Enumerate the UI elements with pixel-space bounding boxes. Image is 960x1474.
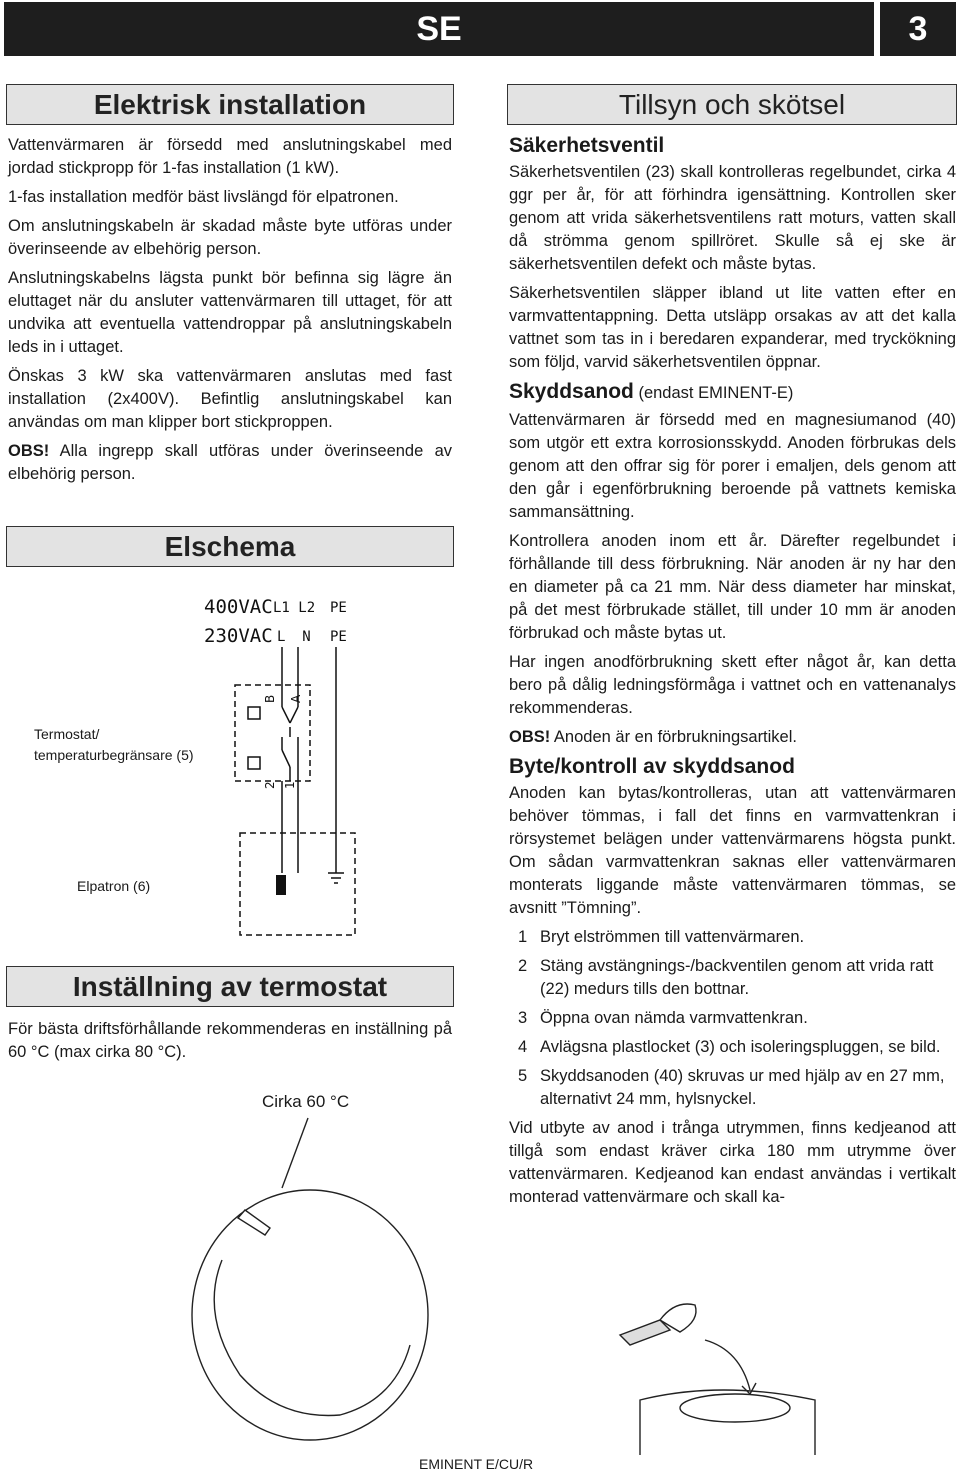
label-pe-2: PE bbox=[330, 629, 347, 645]
obs-text: Alla ingrepp skall utföras under överinseende av elbehörig person. bbox=[8, 442, 452, 483]
label-400vac: 400VAC bbox=[204, 596, 273, 618]
label-elpatron: Elpatron (6) bbox=[77, 878, 151, 894]
label-thermostat-line1: Termostat/ bbox=[34, 726, 100, 742]
anode-obs-text: Anoden är en förbrukningsartikel. bbox=[550, 728, 797, 746]
thermostat-text: För bästa driftsförhållande rekommenderas en inställning på 60 °C (max cirka 80 °C). bbox=[8, 1020, 452, 1061]
thermostat-dial-illustration bbox=[170, 1110, 430, 1450]
motion-arrow bbox=[705, 1340, 750, 1390]
section-title-electrical-text: Elektrisk installation bbox=[93, 88, 367, 120]
section-title-maintenance-text: Tillsyn och skötsel bbox=[618, 88, 846, 120]
label-l1l2: L1 L2 bbox=[273, 600, 316, 616]
dial-label: Cirka 60 °C bbox=[262, 1092, 350, 1111]
switch-a bbox=[290, 707, 298, 723]
section-title-thermostat-text: Inställning av termostat bbox=[72, 970, 388, 1002]
mark-2: 2 bbox=[263, 781, 277, 789]
electrical-p5: Önskas 3 kW ska vattenvärmaren anslutas med fast installation (2x400V). Befintlig anslutningskabel kan användas om man klipper bort stickproppen. bbox=[8, 367, 452, 431]
safety-p2: Säkerhetsventilen släpper ibland ut lite vatten efter en varmvattentappning. Detta utsläpp orsakas av att det kalla vattnet som tas in i beredaren expanderar, med tryckökning som följd, varvid säkerhetsventilen öppnar. bbox=[509, 284, 956, 371]
obs-label: OBS! bbox=[8, 442, 50, 460]
list-item: 5 Skyddsanoden (40) skruvas ur med hjälp av en 27 mm, alternativt 24 mm, hylsnyckel. bbox=[518, 1067, 945, 1108]
section-title-maintenance bbox=[507, 84, 957, 125]
list-item: 2 Stäng avstängnings-/backventilen genom att vrida ratt (22) medurs tills den bottnar. bbox=[518, 957, 934, 998]
plastic-cover bbox=[680, 1394, 790, 1422]
electrical-p3: Om anslutningskabeln är skadad måste byte utföras under överinseende av elbehörig person. bbox=[8, 217, 452, 258]
heading-replace-anode: Byte/kontroll av skyddsanod bbox=[509, 755, 795, 778]
anode-p1: Vattenvärmaren är försedd med en magnesiumanod (40) som utgör ett extra korrosionsskydd. Anoden förbrukas dels genom att den offrar sig för porer i emaljen, dels genom att den går i egenförbrukning beroende på vattnets kemiska sammansättning. bbox=[509, 411, 956, 521]
anode-replacement-illustration bbox=[600, 1290, 830, 1455]
electrical-p2: 1-fas installation medför bäst livslängd för elpatronen. bbox=[8, 188, 399, 206]
page-number: 3 bbox=[880, 2, 956, 56]
heading-anode bbox=[509, 380, 956, 405]
dial-pointer-line bbox=[282, 1118, 308, 1188]
anode-p2: Kontrollera anoden inom ett år. Därefter regelbundet i förhållande till dess förbrukning. När anoden är ny har den en diameter på ca 21 mm. När dess diameter har minskat, på det mest förbrukade stället, till under 10 mm är anoden förbrukad och måste bytas ut. bbox=[509, 532, 956, 642]
wiring-diagram bbox=[190, 585, 390, 945]
language-header bbox=[4, 2, 874, 56]
maintenance-text bbox=[509, 134, 956, 1215]
sensor-symbol-2 bbox=[248, 757, 260, 769]
section-title-schema bbox=[6, 526, 454, 567]
list-item: 1 Bryt elströmmen till vattenvärmaren. bbox=[518, 928, 805, 946]
list-item: 4 Avlägsna plastlocket (3) och isoleringspluggen, se bild. bbox=[518, 1038, 941, 1056]
replace-p1: Anoden kan bytas/kontrolleras, utan att vattenvärmaren behöver tömmas, i fall det finns en varmvattenkran i rörsystemet belägen under vattenvärmarens högsta punkt. Om sådan varmvattenkran saknas eller vattenvärmaren monterats liggande måste vattenvärmaren tömmas, se avsnitt ”Tömning”. bbox=[509, 784, 956, 917]
sensor-symbol-1 bbox=[248, 707, 260, 719]
label-ln: L N bbox=[277, 629, 311, 645]
anode-p3: Har ingen anodförbrukning skett efter något år, kan detta bero på dålig ledningsförmåga i vattnet och en vattenanalys rekommenderas. bbox=[509, 653, 956, 717]
heading-safety-valve: Säkerhetsventil bbox=[509, 134, 665, 157]
mark-b: B bbox=[263, 694, 277, 703]
electrical-p4: Anslutningskabelns lägsta punkt bör befinna sig lägre än eluttaget när du ansluter vattenvärmaren till uttaget, för att undvika att eventuella vattendroppar på anslutningskabeln leds in i uttaget. bbox=[8, 269, 452, 356]
step-text: Bryt elströmmen till vattenvärmaren. bbox=[540, 928, 805, 946]
step-text: Avlägsna plastlocket (3) och isoleringspluggen, se bild. bbox=[540, 1038, 941, 1056]
label-thermostat-line2: temperaturbegränsare (5) bbox=[34, 747, 194, 763]
dial-outer bbox=[192, 1190, 428, 1440]
anode-obs bbox=[509, 726, 956, 749]
dial-marker bbox=[238, 1210, 270, 1235]
replace-steps bbox=[509, 926, 956, 1111]
dial-inner-rim bbox=[214, 1260, 410, 1416]
list-item: 3 Öppna ovan nämda varmvattenkran. bbox=[518, 1009, 808, 1027]
switch-1 bbox=[282, 750, 290, 767]
electrical-p1: Vattenvärmaren är försedd med anslutningskabel med jordad stickpropp för 1-fas installation (1 kW). bbox=[8, 136, 452, 177]
electrical-text bbox=[8, 134, 452, 492]
footer-model: EMINENT E/CU/R bbox=[419, 1456, 534, 1472]
heating-element bbox=[276, 875, 286, 895]
screwdriver-icon bbox=[620, 1320, 670, 1345]
label-230vac: 230VAC bbox=[204, 625, 273, 647]
section-title-thermostat bbox=[6, 966, 454, 1007]
section-title-schema-text: Elschema bbox=[164, 530, 296, 562]
mark-a: A bbox=[289, 694, 303, 703]
section-title-electrical bbox=[6, 84, 454, 125]
language-code: SE bbox=[416, 9, 462, 48]
heading-anode-text: Skyddsanod bbox=[509, 380, 634, 403]
label-thermostat bbox=[34, 724, 194, 766]
electrical-obs bbox=[8, 440, 452, 486]
step-text: Skyddsanoden (40) skruvas ur med hjälp av en 27 mm, alternativt 24 mm, hylsnyckel. bbox=[540, 1067, 945, 1108]
safety-p1: Säkerhetsventilen (23) skall kontrolleras regelbundet, cirka 4 ggr per år, för att förhindra igensättning. Kontrollen sker genom att vrida säkerhetsventilens ratt moturs, vatten skall då strömma genom spillröret. Skulle så ej ske är säkerhetsventilen defekt och måste bytas. bbox=[509, 163, 956, 273]
heading-anode-note: (endast EMINENT-E) bbox=[633, 384, 794, 402]
step-text: Stäng avstängnings-/backventilen genom att vrida ratt (22) medurs tills den bottnar. bbox=[540, 957, 934, 998]
step-text: Öppna ovan nämda varmvattenkran. bbox=[540, 1009, 808, 1027]
switch-b bbox=[282, 707, 290, 723]
anode-obs-label: OBS! bbox=[509, 728, 551, 746]
label-pe-1: PE bbox=[330, 600, 347, 616]
mark-1: 1 bbox=[283, 781, 297, 789]
replace-p2: Vid utbyte av anod i trånga utrymmen, finns kedjeanod att tillgå som endast kräver cirka 180 mm utrymme över vattenvärmaren. Kedjeanod kan endast användas i vertikalt monterad vattenvärmare och skall ka- bbox=[509, 1119, 956, 1206]
